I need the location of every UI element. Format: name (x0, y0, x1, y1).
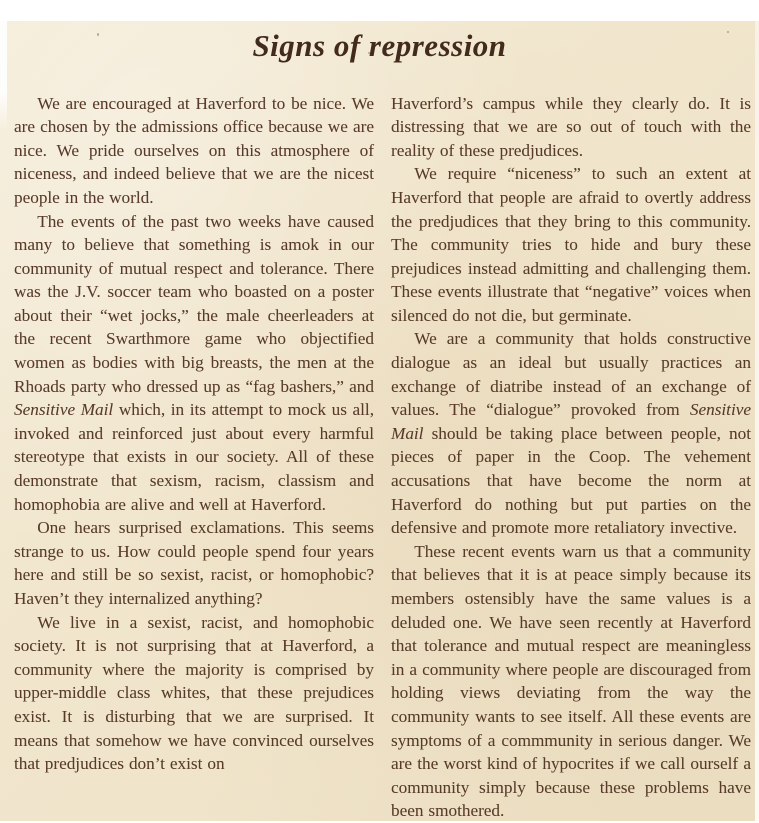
text-run: which, in its attempt to mock us all, invoked and reinforced just about every harmful stereotype that exists in our society. All of these demonstrate that sexism, racism, classism and homophobia are alive and well at Haverford. (14, 400, 374, 514)
paper-speck (727, 31, 729, 33)
article-body (0, 89, 759, 823)
article-title: Signs of repression (252, 27, 507, 63)
text-run: These recent events warn us that a community that believes that it is at peace simply because its members ostensibly have the same values is a deluded one. We have seen recently at Haverford that tolerance and mutual respect are meaningless in a community where people are discouraged from holding views deviating from the way the community wants to see itself. All these events are symptoms of a commmunity in serious danger. We are the worst kind of hypocrites if we call ourself a community simply because these problems have been smothered. (391, 541, 751, 821)
newspaper-clipping (0, 21, 759, 821)
text-run: We require “niceness” to such an extent at Haverford that people are afraid to overtly address the predjudices that they bring to this community. The community tries to hide and bury these prejudices instead admitting and challenging them. These events illustrate that “negative” voices when silenced do not die, but germinate. (391, 164, 751, 325)
paragraph (391, 540, 751, 823)
paragraph (14, 210, 374, 517)
text-run: The events of the past two weeks have caused many to believe that something is amok in our community of mutual respect and tolerance. There was the J.V. soccer team who boasted on a poster about their “wet jocks,” the male cheerleaders at the recent Swarthmore game who objectified women as bodies with big breasts, the men at the Rhoads party who dressed up as “fag bashers,” and (14, 211, 374, 396)
text-run: should be taking place between people, not pieces of paper in the Coop. The vehement accusations that have become the norm at Haverford do nothing but put parties on the defensive and promote more retaliatory invective. (391, 423, 751, 538)
text-run: Haverford’s campus while they clearly do. It is distressing that we are so out of touch with the reality of these predjudices. (391, 93, 751, 160)
paper-speck (368, 52, 370, 54)
scan-edge-right (755, 21, 759, 821)
paragraph (391, 327, 751, 539)
text-run: We are a community that holds constructive dialogue as an ideal but usually practices an exchange of diatribe instead of an exchange of values. The “dialogue” provoked from (391, 329, 751, 420)
italic-text-run: Sensitive Mail (14, 400, 114, 420)
paragraph (14, 611, 374, 776)
column-right (391, 92, 751, 823)
text-run: We live in a sexist, racist, and homophobic society. It is not surprising that at Haverford, a community where the majority is comprised by upper-middle class whites, that these prejudices exist. It is disturbing that we are surprised. It means that somehow we have convinced ourselves that predjudices don’t exist on (14, 612, 374, 774)
paragraph (391, 92, 751, 163)
paragraph (391, 162, 751, 327)
paragraph (14, 516, 374, 610)
scan-edge-left (0, 21, 7, 131)
text-run: We are encouraged at Haverford to be nice. We are chosen by the admissions office because we are nice. We pride ourselves on this atmosphere of niceness, and indeed believe that we are the nicest people in the world. (14, 93, 374, 207)
text-run: One hears surprised exclamations. This seems strange to us. How could people spend four years here and still be so sexist, racist, or homophobic? Haven’t they internalized anything? (14, 518, 374, 608)
italic-text-run: Sensitive Mail (391, 400, 751, 443)
paper-speck (97, 33, 99, 36)
column-left (14, 92, 374, 823)
paragraph (14, 92, 374, 210)
